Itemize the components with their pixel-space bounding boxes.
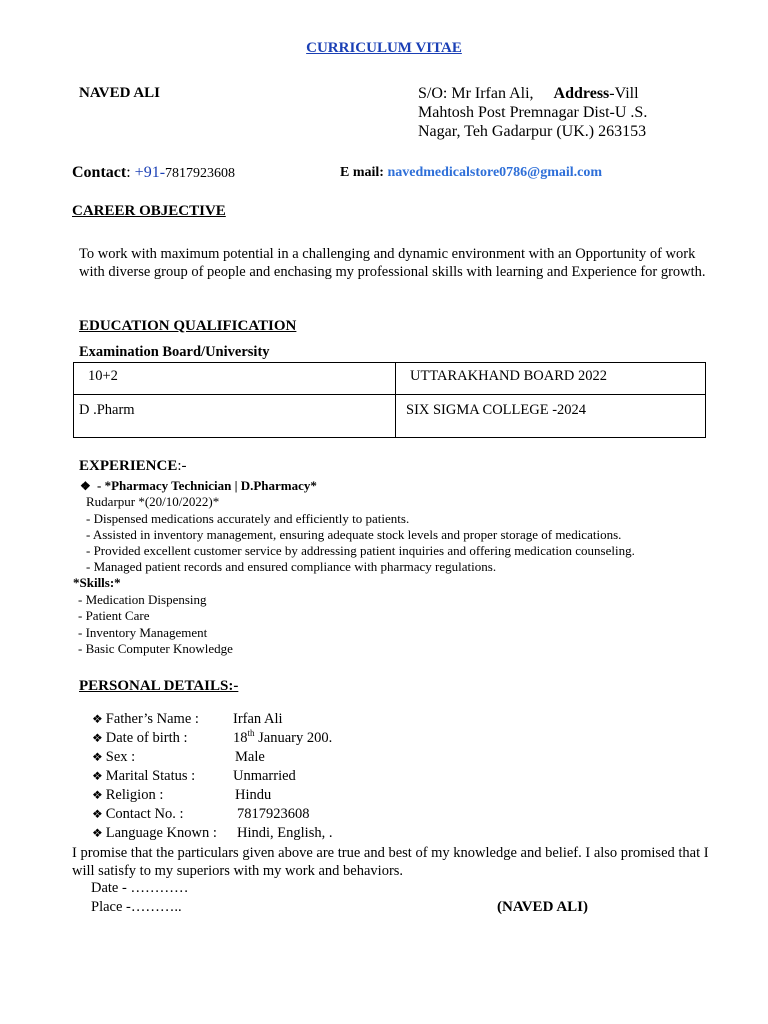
detail-row-contact-no <box>92 806 310 823</box>
career-objective-heading: CAREER OBJECTIVE <box>72 203 226 219</box>
contact-label: Contact <box>72 164 127 181</box>
detail-value: Irfan Ali <box>233 711 283 727</box>
experience-heading-suffix: :- <box>177 458 187 474</box>
address-line-2: Mahtosh Post Premnagar Dist-U .S. <box>418 104 648 121</box>
list-item: - Inventory Management <box>78 625 208 640</box>
document-title: CURRICULUM VITAE <box>306 40 462 56</box>
exam-cell: D .Pharm <box>74 395 396 438</box>
detail-row-dob <box>92 728 333 747</box>
experience-heading-line <box>79 458 187 475</box>
contact-number: 7817923608 <box>165 166 236 181</box>
detail-label: Contact No. : <box>105 806 184 822</box>
job-location: Rudarpur *(20/10/2022)* <box>86 494 220 509</box>
job-title: - *Pharmacy Technician | D.Pharmacy* <box>93 478 317 493</box>
contact-line: Contact: +91-7817923608 <box>72 164 236 181</box>
detail-label: Religion : <box>105 787 164 803</box>
diamond-bullet-icon: ❖ <box>92 826 103 840</box>
table-row <box>74 363 706 395</box>
table-row <box>74 395 706 438</box>
detail-row-sex <box>92 749 265 766</box>
address-line-1 <box>418 84 718 103</box>
father-line: S/O: Mr Irfan Ali, <box>418 85 534 102</box>
detail-label: Date of birth : <box>105 730 188 746</box>
detail-row-marital-status <box>92 768 296 785</box>
diamond-bullet-icon: ❖ <box>92 712 103 726</box>
list-item: - Managed patient records and ensured compliance with pharmacy regulations. <box>86 559 497 574</box>
detail-label: Language Known : <box>105 825 217 841</box>
list-item: - Dispensed medications accurately and efficiently to patients. <box>86 511 410 526</box>
detail-value: Hindu <box>235 787 272 803</box>
candidate-name: NAVED ALI <box>79 85 160 101</box>
email-label: E mail <box>340 165 380 180</box>
diamond-bullet-icon: ❖ <box>92 750 103 764</box>
detail-value: 18th January 200. <box>233 728 333 746</box>
contact-country-code: +91- <box>134 164 166 181</box>
detail-value: 7817923608 <box>237 806 310 822</box>
detail-row-language <box>92 825 333 842</box>
place-line: Place -……….. <box>91 899 182 915</box>
email-link[interactable]: navedmedicalstore0786@gmail.com <box>387 165 603 180</box>
detail-label: Father’s Name : <box>105 711 199 727</box>
list-item: - Basic Computer Knowledge <box>78 641 233 656</box>
diamond-bullet-icon: ❖ <box>92 769 103 783</box>
address-line-3: Nagar, Teh Gadarpur (UK.) 263153 <box>418 123 647 140</box>
date-line: Date - ………… <box>91 880 189 896</box>
experience-heading: EXPERIENCE <box>79 458 178 474</box>
detail-row-religion <box>92 787 272 804</box>
detail-value: Male <box>235 749 265 765</box>
detail-label: Sex : <box>105 749 136 765</box>
signature-name: (NAVED ALI) <box>497 899 588 915</box>
personal-details-heading: PERSONAL DETAILS:- <box>79 678 239 694</box>
diamond-bullet-icon: ❖ <box>92 788 103 802</box>
board-cell: SIX SIGMA COLLEGE -2024 <box>396 395 706 438</box>
career-objective-text: To work with maximum potential in a challenging and dynamic environment with an Opportunity of work with diverse group of people and enchasing my professional skills with learning and Experience for growth. <box>79 246 706 280</box>
job-title-line <box>80 478 317 494</box>
detail-value: Unmarried <box>233 768 296 784</box>
education-heading: EDUCATION QUALIFICATION <box>79 318 297 334</box>
list-item: - Medication Dispensing <box>78 592 207 607</box>
address-line1-rest: -Vill <box>609 85 639 102</box>
detail-label: Marital Status : <box>105 768 196 784</box>
email-line: E mail: navedmedicalstore0786@gmail.com <box>340 165 603 180</box>
education-subheading: Examination Board/University <box>79 344 270 360</box>
diamond-bullet-icon: ❖ <box>92 807 103 821</box>
address-block <box>418 84 718 141</box>
board-cell: UTTARAKHAND BOARD 2022 <box>396 363 706 395</box>
list-item: - Provided excellent customer service by addressing patient inquiries and offering medication counseling. <box>86 543 635 558</box>
declaration-text: I promise that the particulars given above are true and best of my knowledge and belief. I also promised that I will satisfy to my superiors with my work and behaviors. <box>72 845 709 879</box>
education-table <box>73 362 706 438</box>
address-label: Address <box>553 85 610 102</box>
list-item: - Patient Care <box>78 608 150 623</box>
diamond-bullet-icon: ❖ <box>80 479 91 493</box>
skills-heading: *Skills:* <box>73 575 121 590</box>
detail-value: Hindi, English, . <box>237 825 333 841</box>
diamond-bullet-icon: ❖ <box>92 731 103 745</box>
list-item: - Assisted in inventory management, ensuring adequate stock levels and proper storage of medications. <box>86 527 622 542</box>
exam-cell: 10+2 <box>74 363 396 395</box>
detail-row-father-name <box>92 711 283 728</box>
